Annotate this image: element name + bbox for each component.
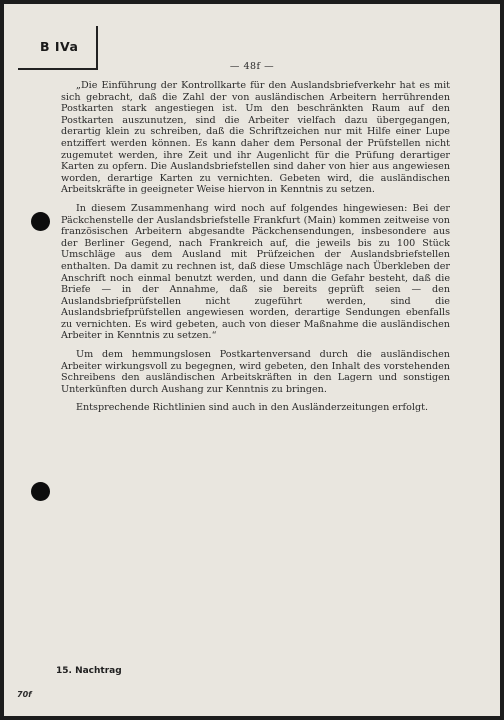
punch-hole-bottom: [31, 482, 50, 501]
paragraph-4: Entsprechende Richtlinien sind auch in den Ausländerzeitungen erfolgt.: [76, 402, 429, 414]
paragraph-3: Um dem hemmungslosen Postkartenversand durch die ausländischen Arbeiter wirkungsvoll zu begegnen, wird gebeten, den Inhalt des vorstehenden Schreibens den ausländischen Arbeitskräften in den Lagern und sonstigen Unterkünften durch Aushang zur Kenntnis zu bringen.: [61, 349, 450, 395]
section-stamp-label: B IVa: [40, 39, 79, 54]
punch-hole-top: [31, 212, 50, 231]
document-body: [61, 80, 450, 421]
page-number: — 48f —: [229, 61, 275, 72]
supplement-label: 15. Nachtrag: [56, 666, 122, 676]
paragraph-1: „Die Einführung der Kontrollkarte für den Auslandsbriefverkehr hat es mit sich gebracht, daß die Zahl der von ausländischen Arbeitern herrührenden Postkarten stark angestiegen ist. Um den beschränkten Raum auf den Postkarten auszunutzen, sind die Arbeiter vielfach dazu übergegangen, derartig klein zu schreiben, daß die Schriftzeichen nur mit Hilfe einer Lupe entziffert werden können. Es kann daher dem Personal der Prüfstellen nicht zugemutet werden, ihre Zeit und ihr Augenlicht für die Prüfung derartiger Karten zu opfern. Die Auslandsbriefstellen sind daher von hier aus angewiesen worden, derartige Karten zu vernichten. Gebeten wird, die ausländischen Arbeitskräfte in geeigneter Weise hiervon in Kenntnis zu setzen.: [61, 80, 450, 196]
document-page: [4, 4, 500, 716]
corner-mark: 70f: [17, 690, 32, 699]
paragraph-2: In diesem Zusammenhang wird noch auf folgendes hingewiesen: Bei der Päckchenstelle der Auslandsbriefstelle Frankfurt (Main) kommen zeitweise von französischen Arbeitern abgesandte Päckchensendungen, insbesondere aus der Berliner Gegend, nach Frankreich auf, die jeweils bis zu 100 Stück Umschläge aus dem Ausland mit Prüfzeichen der Auslandsbriefstellen enthalten. Da damit zu rechnen ist, daß diese Umschläge nach Überkleben der Anschrift noch einmal benutzt werden, und dann die Gefahr besteht, daß die Briefe — in der Annahme, daß sie bereits geprüft seien — den Auslandsbriefprüfstellen nicht zugeführt werden, sind die Auslandsbriefprüfstellen angewiesen worden, derartige Sendungen ebenfalls zu vernichten. Es wird gebeten, auch von dieser Maßnahme die ausländischen Arbeiter in Kenntnis zu setzen.“: [61, 202, 450, 342]
